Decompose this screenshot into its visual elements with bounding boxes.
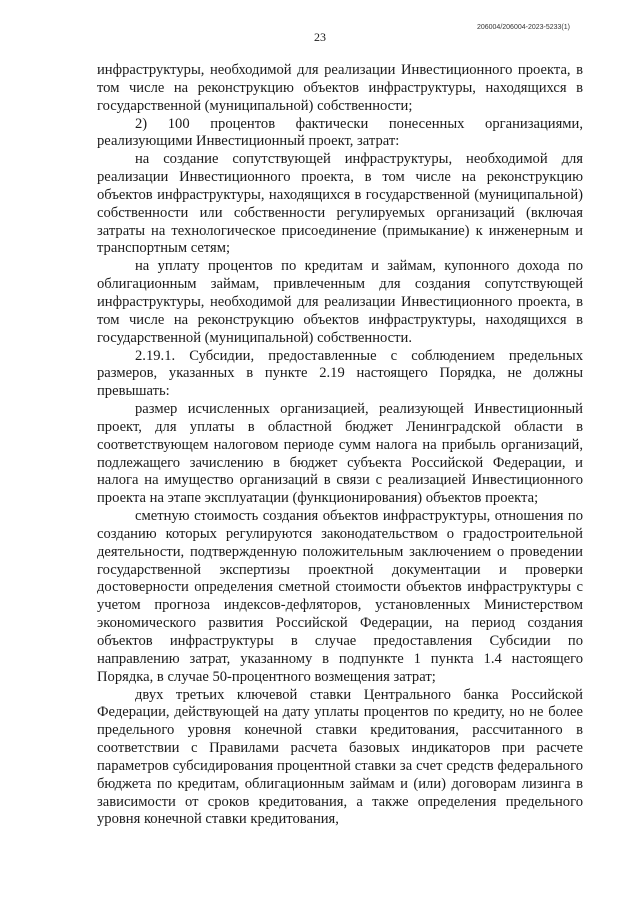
paragraph-item-2: 2) 100 процентов фактически понесенных организациями, реализующими Инвестиционный проект, затрат: — [97, 115, 583, 150]
paragraph-section-2-19-1: 2.19.1. Субсидии, предоставленные с соблюдением предельных размеров, указанных в пункте 2.19 настоящего Порядка, не должны превышать: — [97, 347, 583, 400]
paragraph-continuation: инфраструктуры, необходимой для реализации Инвестиционного проекта, в том числе на реконструкцию объектов инфраструктуры, находящихся в государственной (муниципальной) собственности; — [97, 62, 583, 114]
document-id: 206004/206004-2023-5233(1) — [476, 24, 570, 31]
paragraph-tax-limit: размер исчисленных организацией, реализующей Инвестиционный проект, для уплаты в областной бюджет Ленинградской области в соответствующем налоговом периоде сумм налога на прибыль организаций, подлежащего зачислению в бюджет субъекта Российской Федерации, и налога на имущество организаций в связи с реализацией Инвестиционного проекта на этапе эксплуатации (функционирования) объектов проекта; — [97, 401, 583, 507]
paragraph-rate-limit: двух третьих ключевой ставки Центрального банка Российской Федерации, действующей на дату уплаты процентов по кредиту, но не более предельного уровня конечной ставки кредитования, рассчитанного в соответствии с Правилами расчета базовых индикаторов при расчете параметров субсидирования процентной ставки за счет средств федерального бюджета по кредитам, облигационным займам и (или) договорам лизинга в зависимости от сроков кредитования, а также определения предельного уровня конечной ставки кредитования, — [97, 686, 583, 828]
paragraph-infrastructure-costs: на создание сопутствующей инфраструктуры, необходимой для реализации Инвестиционного проекта, в том числе на реконструкцию объектов инфраструктуры, находящихся в государственной (муниципальной) собственности или собственности регулируемых организаций (включая затраты на технологическое присоединение (примыкание) к инженерным и транспортным сетям; — [97, 151, 583, 257]
document-body — [97, 62, 583, 829]
page-number: 23 — [314, 30, 326, 44]
paragraph-interest-costs: на уплату процентов по кредитам и займам, купонного дохода по облигационным займам, привлеченным для создания сопутствующей инфраструктуры, необходимой для реализации Инвестиционного проекта, в том числе на реконструкцию объектов инфраструктуры, находящихся в государственной (муниципальной) собственности. — [97, 258, 583, 346]
paragraph-estimate-limit: сметную стоимость создания объектов инфраструктуры, отношения по созданию которых регулируются законодательством о градостроительной деятельности, подтвержденную положительным заключением о проведении государственной экспертизы проектной документации и проверки достоверности определения сметной стоимости объектов инфраструктуры с учетом прогноза индексов-дефляторов, установленных Министерством экономического развития Российской Федерации, на период создания объектов инфраструктуры в случае предоставления Субсидии по направлению затрат, указанному в подпункте 1 пункта 1.4 настоящего Порядка, в случае 50-процентного возмещения затрат; — [97, 508, 583, 685]
